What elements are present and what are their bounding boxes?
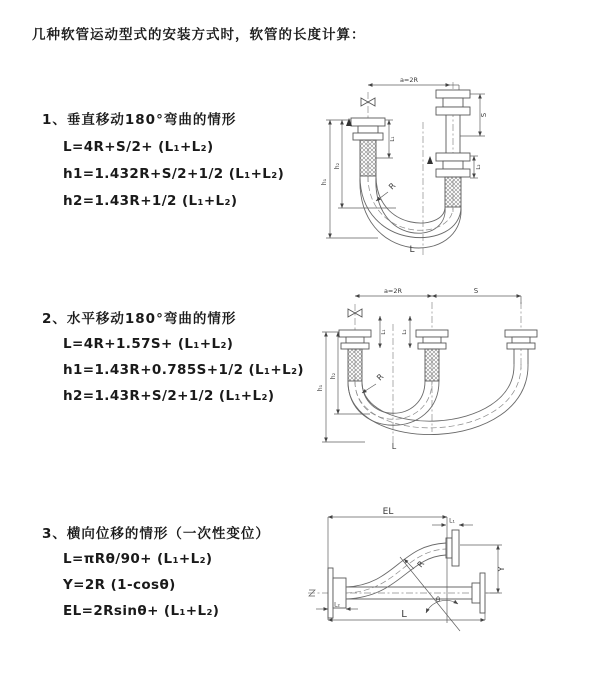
braided-hose-section	[348, 349, 362, 381]
braided-hose-section	[445, 177, 461, 207]
dim-h1-label: h₁	[321, 178, 328, 186]
length-label: L	[391, 442, 397, 451]
direction-arrow-icon	[427, 156, 433, 164]
section-3-heading: 3、横向位移的情形（一次性变位）	[42, 526, 270, 542]
diagram-horizontal-180-bend	[310, 284, 600, 456]
radius-label: R	[375, 372, 386, 383]
section-3-formula-Y: Y=2R (1-cosθ)	[63, 577, 176, 593]
section-2-formula-L: L=4R+1.57S+ (L₁+L₂)	[63, 336, 234, 352]
section-1-formula-L: L=4R+S/2+ (L₁+L₂)	[63, 139, 214, 155]
angle-label: θ	[435, 596, 441, 604]
length-label: L	[409, 245, 415, 255]
dim-width-label: a=2R	[399, 76, 419, 84]
section-2-formula-h2: h2=1.43R+S/2+1/2 (L₁+L₂)	[63, 388, 275, 404]
section-1-formula-h1: h1=1.432R+S/2+1/2 (L₁+L₂)	[63, 166, 285, 182]
movement-indicator-icon	[361, 98, 375, 106]
dim-width-label: a=2R	[383, 287, 403, 295]
section-2-heading: 2、水平移动180°弯曲的情形	[42, 311, 237, 327]
dim-fitting-right-label: L₂	[476, 164, 482, 170]
dim-fitting-top-label: L₁	[449, 517, 455, 525]
dim-el-label: EL	[382, 507, 394, 517]
dim-fitting-left-label: L₁	[390, 136, 396, 142]
dim-fitting-left-label: L₁	[381, 329, 387, 335]
braided-hose-section	[360, 140, 376, 176]
page-title: 几种软管运动型式的安装方式时，软管的长度计算：	[32, 27, 366, 43]
diagram-vertical-180-bend	[312, 70, 600, 262]
radius-label: R	[415, 559, 427, 570]
dim-h2-label: h₂	[330, 372, 337, 380]
dim-stroke-label: S	[473, 287, 479, 295]
dim-y-label: Y	[497, 566, 506, 572]
dim-h2-label: h₂	[334, 162, 341, 170]
braided-hose-section	[425, 349, 439, 381]
dim-fitting-right-label: L₂	[402, 329, 408, 335]
dim-fitting-left-label: L₂	[334, 601, 340, 609]
diagram-lateral-displacement	[300, 505, 598, 660]
dim-length-label: L	[401, 609, 407, 620]
section-1-formula-h2: h2=1.43R+1/2 (L₁+L₂)	[63, 193, 238, 209]
section-3-formula-L: L=πRθ/90+ (L₁+L₂)	[63, 551, 213, 567]
section-2-formula-h1: h1=1.43R+0.785S+1/2 (L₁+L₂)	[63, 362, 304, 378]
dim-h1-label: h₁	[317, 384, 324, 392]
section-3-formula-EL: EL=2Rsinθ+ (L₁+L₂)	[63, 603, 220, 619]
angle-arc	[426, 600, 458, 613]
section-1-heading: 1、垂直移动180°弯曲的情形	[42, 112, 237, 128]
dim-stroke-label: S	[480, 112, 488, 118]
radius-label: R	[387, 181, 398, 192]
